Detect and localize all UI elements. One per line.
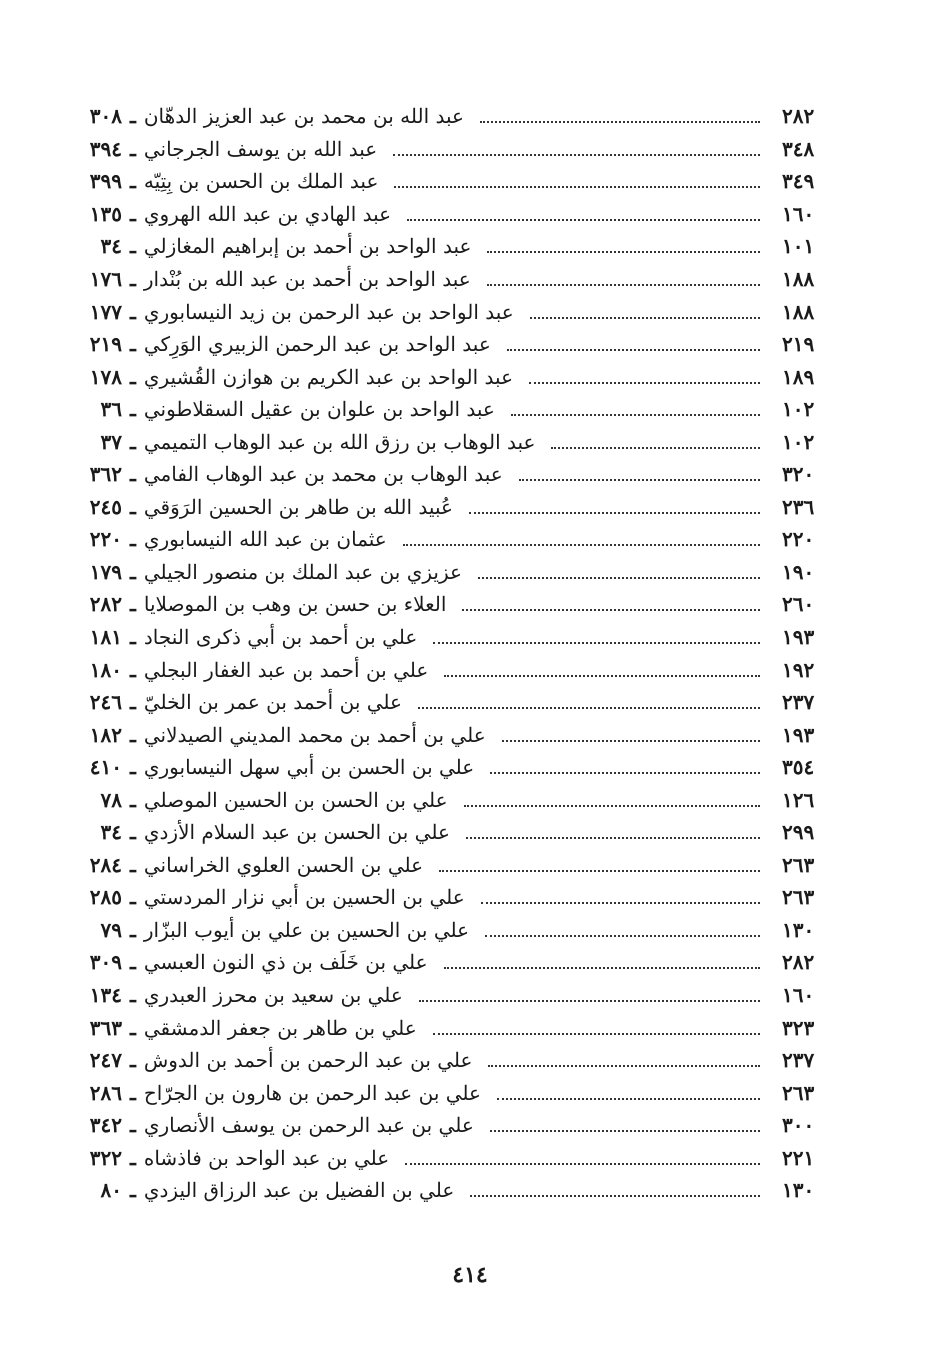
entry-separator: ـ xyxy=(130,527,136,552)
entry-page-ref: ١٠١ xyxy=(782,234,815,259)
entry-separator: ـ xyxy=(130,169,136,194)
entry-name: عبد الواحد بن أحمد بن عبد الله بن بُنْدار xyxy=(143,267,471,291)
index-entry xyxy=(76,1142,822,1175)
entry-name: علي بن أحمد بن أبي ذكرى النجاد xyxy=(143,625,418,650)
dot-leader xyxy=(466,837,760,839)
index-entry xyxy=(76,523,822,556)
entry-page-ref: ٢٣٦ xyxy=(782,494,815,519)
entry-name: عبد الواحد بن عبد الرحمن الزبيري الوَرِكي xyxy=(143,332,491,357)
dot-leader xyxy=(464,805,760,807)
entry-name: علي بن أحمد بن عمر بن الخليّ xyxy=(143,690,402,715)
index-entry xyxy=(76,849,822,882)
dot-leader xyxy=(405,1163,760,1165)
entry-name: علي بن أحمد بن عبد الغفار البجلي xyxy=(143,657,429,682)
dot-leader xyxy=(393,154,760,156)
entry-name: عبد الهادي بن عبد الله الهروي xyxy=(143,201,392,226)
entry-number: ٣٠٩ xyxy=(89,950,122,975)
index-entry xyxy=(76,328,822,361)
entry-page-ref: ١٢٦ xyxy=(782,787,815,812)
index-entry xyxy=(76,653,822,686)
entry-name: علي بن الفضيل بن عبد الرزاق اليزدي xyxy=(143,1178,455,1203)
entry-number: ٣٤ xyxy=(100,234,122,259)
entry-separator: ـ xyxy=(130,852,136,877)
index-entry xyxy=(76,946,822,979)
entry-separator: ـ xyxy=(130,429,136,454)
index-entry xyxy=(76,165,822,198)
entry-name: عبد الله بن محمد بن عبد العزيز الدهّان xyxy=(143,104,464,129)
dot-leader xyxy=(444,675,760,677)
entry-separator: ـ xyxy=(130,299,136,324)
entry-page-ref: ١٨٨ xyxy=(782,267,815,291)
entry-name: عثمان بن عبد الله النيسابوري xyxy=(143,527,387,552)
entry-page-ref: ١٠٢ xyxy=(782,429,815,454)
entry-name: علي بن سعيد بن محرز العبدري xyxy=(143,983,403,1008)
entry-separator: ـ xyxy=(130,267,136,291)
index-entry xyxy=(76,1076,822,1109)
entry-name: علي بن خَلَف بن ذي النون العبسي xyxy=(143,950,428,975)
entry-number: ٨٠ xyxy=(100,1178,122,1203)
entry-name: عبد الواحد بن عبد الرحمن بن زيد النيسابوري xyxy=(143,299,514,324)
entry-number: ١٨١ xyxy=(89,625,122,650)
entry-page-ref: ٢٨٢ xyxy=(782,950,815,975)
entry-page-ref: ١٨٨ xyxy=(782,299,815,324)
entry-separator: ـ xyxy=(130,397,136,422)
dot-leader xyxy=(439,870,760,872)
entry-page-ref: ١٦٠ xyxy=(782,983,815,1008)
entry-page-ref: ٢٩٩ xyxy=(782,820,815,845)
entry-name: علي بن الحسن العلوي الخراساني xyxy=(143,852,424,877)
entry-separator: ـ xyxy=(130,104,136,129)
entry-name: عبد الواحد بن أحمد بن إبراهيم المغازلي xyxy=(143,234,472,259)
dot-leader xyxy=(530,317,760,319)
entry-page-ref: ٣٥٤ xyxy=(782,755,815,780)
entry-separator: ـ xyxy=(130,201,136,226)
entry-page-ref: ١٣٠ xyxy=(782,1178,815,1203)
entry-number: ٢٤٥ xyxy=(89,494,122,519)
entry-separator: ـ xyxy=(130,1178,136,1203)
entry-number: ٢٨٦ xyxy=(89,1080,122,1105)
entry-separator: ـ xyxy=(130,722,136,747)
entry-page-ref: ١٦٠ xyxy=(782,201,815,226)
entry-number: ١٧٦ xyxy=(89,267,122,291)
entry-name: علي بن أحمد بن محمد المديني الصيدلاني xyxy=(143,722,486,747)
entry-number: ١٧٨ xyxy=(89,364,122,389)
entry-number: ٣٩٩ xyxy=(89,169,122,194)
index-entry xyxy=(76,783,822,816)
entry-number: ٢١٩ xyxy=(89,332,122,357)
entry-separator: ـ xyxy=(130,787,136,812)
dot-leader xyxy=(511,414,760,416)
entry-name: علي بن طاهر بن جعفر الدمشقي xyxy=(143,1015,417,1040)
index-entry xyxy=(76,1044,822,1077)
dot-leader xyxy=(497,1098,760,1100)
entry-number: ١٨٢ xyxy=(89,722,122,747)
entry-number: ٤١٠ xyxy=(89,755,122,780)
dot-leader xyxy=(462,609,760,611)
dot-leader xyxy=(407,219,760,221)
entry-separator: ـ xyxy=(130,136,136,161)
entry-number: ٣٩٤ xyxy=(89,136,122,161)
index-entry xyxy=(76,751,822,784)
entry-name: علي بن الحسين بن علي بن أيوب البزّار xyxy=(143,917,470,942)
entry-number: ١٨٠ xyxy=(89,657,122,682)
dot-leader xyxy=(490,1130,760,1132)
entry-name: علي بن الحسن بن أبي سهل النيسابوري xyxy=(143,755,475,780)
page-number: ٤١٤ xyxy=(452,1262,488,1288)
index-entry xyxy=(76,491,822,524)
entry-separator: ـ xyxy=(130,950,136,975)
entry-separator: ـ xyxy=(130,1080,136,1105)
entry-separator: ـ xyxy=(130,559,136,584)
entry-name: عبد الوهاب بن رزق الله بن عبد الوهاب التميمي xyxy=(143,429,536,454)
dot-leader xyxy=(469,512,760,514)
entry-page-ref: ٢٢١ xyxy=(782,1145,815,1170)
entry-number: ١٧٩ xyxy=(89,559,122,584)
index-entry xyxy=(76,133,822,166)
dot-leader xyxy=(444,967,760,969)
entry-name: علي بن الحسين بن أبي نزار المردستي xyxy=(143,885,465,910)
index-entry xyxy=(76,914,822,947)
entry-number: ٣٢٢ xyxy=(89,1145,122,1170)
entry-number: ٢٤٧ xyxy=(89,1048,122,1073)
entry-page-ref: ٢٦٣ xyxy=(782,852,815,877)
index-entry xyxy=(76,1109,822,1142)
entry-separator: ـ xyxy=(130,917,136,942)
entry-separator: ـ xyxy=(130,690,136,715)
entry-name: عبد الوهاب بن محمد بن عبد الوهاب الفامي xyxy=(143,462,503,487)
entry-separator: ـ xyxy=(130,820,136,845)
entry-number: ٢٨٥ xyxy=(89,885,122,910)
index-entry xyxy=(76,198,822,231)
entry-number: ١٣٥ xyxy=(89,201,122,226)
index-list xyxy=(76,100,822,1207)
entry-page-ref: ٢٨٢ xyxy=(782,104,815,129)
index-entry xyxy=(76,816,822,849)
dot-leader xyxy=(433,1033,760,1035)
entry-page-ref: ٣٠٠ xyxy=(782,1113,815,1138)
entry-page-ref: ١٠٢ xyxy=(782,397,815,422)
index-entry xyxy=(76,295,822,328)
entry-number: ٣٠٨ xyxy=(89,104,122,129)
entry-page-ref: ١٣٠ xyxy=(782,917,815,942)
entry-number: ٣٧ xyxy=(100,429,122,454)
entry-separator: ـ xyxy=(130,625,136,650)
index-entry xyxy=(76,230,822,263)
entry-page-ref: ١٩٢ xyxy=(782,657,815,682)
dot-leader xyxy=(485,935,760,937)
dot-leader xyxy=(481,902,760,904)
entry-separator: ـ xyxy=(130,1048,136,1073)
dot-leader xyxy=(419,1000,760,1002)
dot-leader xyxy=(418,707,760,709)
entry-name: عُبيد الله بن طاهر بن الحسين الرَوَقي xyxy=(143,494,453,519)
entry-number: ٢٢٠ xyxy=(89,527,122,552)
index-entry xyxy=(76,621,822,654)
dot-leader xyxy=(480,121,760,123)
entry-number: ٧٨ xyxy=(100,787,122,812)
entry-page-ref: ٢٦٠ xyxy=(782,592,815,617)
entry-name: عزيزي بن عبد الملك بن منصور الجيلي xyxy=(143,559,462,584)
dot-leader xyxy=(470,1195,760,1197)
dot-leader xyxy=(487,284,760,286)
entry-number: ١٧٧ xyxy=(89,299,122,324)
index-entry xyxy=(76,425,822,458)
entry-separator: ـ xyxy=(130,885,136,910)
index-entry xyxy=(76,979,822,1012)
entry-separator: ـ xyxy=(130,1145,136,1170)
entry-page-ref: ٣٤٨ xyxy=(782,136,815,161)
index-entry xyxy=(76,686,822,719)
entry-page-ref: ٢٢٠ xyxy=(782,527,815,552)
dot-leader xyxy=(551,447,760,449)
dot-leader xyxy=(433,642,760,644)
entry-separator: ـ xyxy=(130,983,136,1008)
entry-name: علي بن عبد الرحمن بن أحمد بن الدوش xyxy=(143,1048,473,1073)
entry-number: ١٣٤ xyxy=(89,983,122,1008)
entry-page-ref: ١٩٣ xyxy=(782,722,815,747)
entry-page-ref: ٢٦٣ xyxy=(782,885,815,910)
entry-number: ٢٨٢ xyxy=(89,592,122,617)
entry-separator: ـ xyxy=(130,592,136,617)
entry-number: ٢٤٦ xyxy=(89,690,122,715)
entry-name: عبد الواحد بن عبد الكريم بن هوازن القُشيري xyxy=(143,364,513,389)
entry-number: ٣٤ xyxy=(100,820,122,845)
entry-page-ref: ٢٣٧ xyxy=(782,1048,815,1073)
entry-page-ref: ١٩٠ xyxy=(782,559,815,584)
entry-number: ٣٦٣ xyxy=(89,1015,122,1040)
entry-name: عبد الملك بن الحسن بن بِتِيّه xyxy=(143,169,379,194)
entry-separator: ـ xyxy=(130,234,136,259)
dot-leader xyxy=(529,382,760,384)
entry-number: ٧٩ xyxy=(100,917,122,942)
entry-page-ref: ٣٢٣ xyxy=(782,1015,815,1040)
entry-name: علي بن عبد الواحد بن فاذشاه xyxy=(143,1145,390,1170)
entry-page-ref: ١٨٩ xyxy=(782,364,815,389)
index-entry xyxy=(76,263,822,296)
entry-name: عبد الواحد بن علوان بن عقيل السقلاطوني xyxy=(143,397,495,422)
dot-leader xyxy=(490,772,760,774)
entry-separator: ـ xyxy=(130,1113,136,1138)
index-entry xyxy=(76,556,822,589)
entry-separator: ـ xyxy=(130,1015,136,1040)
index-entry xyxy=(76,1174,822,1207)
entry-separator: ـ xyxy=(130,364,136,389)
entry-page-ref: ١٩٣ xyxy=(782,625,815,650)
entry-name: علي بن عبد الرحمن بن هارون بن الجرّاح xyxy=(143,1080,481,1105)
entry-page-ref: ٢٣٧ xyxy=(782,690,815,715)
entry-page-ref: ٢١٩ xyxy=(782,332,815,357)
entry-name: علي بن الحسن بن عبد السلام الأزدي xyxy=(143,820,450,845)
index-entry xyxy=(76,1011,822,1044)
entry-name: العلاء بن حسن بن وهب بن الموصلايا xyxy=(143,592,447,617)
entry-number: ٣٤٢ xyxy=(89,1113,122,1138)
dot-leader xyxy=(478,577,760,579)
index-entry xyxy=(76,100,822,133)
index-entry xyxy=(76,881,822,914)
dot-leader xyxy=(488,1065,760,1067)
index-entry xyxy=(76,458,822,491)
entry-separator: ـ xyxy=(130,462,136,487)
dot-leader xyxy=(487,251,760,253)
index-entry xyxy=(76,588,822,621)
entry-separator: ـ xyxy=(130,494,136,519)
entry-page-ref: ٢٦٣ xyxy=(782,1080,815,1105)
dot-leader xyxy=(519,479,760,481)
dot-leader xyxy=(403,544,760,546)
index-entry xyxy=(76,718,822,751)
entry-number: ٣٦٢ xyxy=(89,462,122,487)
index-entry xyxy=(76,393,822,426)
entry-page-ref: ٣٤٩ xyxy=(782,169,815,194)
entry-page-ref: ٣٢٠ xyxy=(782,462,815,487)
dot-leader xyxy=(507,349,760,351)
entry-separator: ـ xyxy=(130,332,136,357)
entry-name: علي بن عبد الرحمن بن يوسف الأنصاري xyxy=(143,1113,474,1138)
entry-separator: ـ xyxy=(130,657,136,682)
index-entry xyxy=(76,360,822,393)
dot-leader xyxy=(502,740,760,742)
entry-name: علي بن الحسن بن الحسين الموصلي xyxy=(143,787,448,812)
entry-name: عبد الله بن يوسف الجرجاني xyxy=(143,136,378,161)
entry-number: ٢٨٤ xyxy=(89,852,122,877)
entry-number: ٣٦ xyxy=(100,397,122,422)
entry-separator: ـ xyxy=(130,755,136,780)
dot-leader xyxy=(394,186,760,188)
